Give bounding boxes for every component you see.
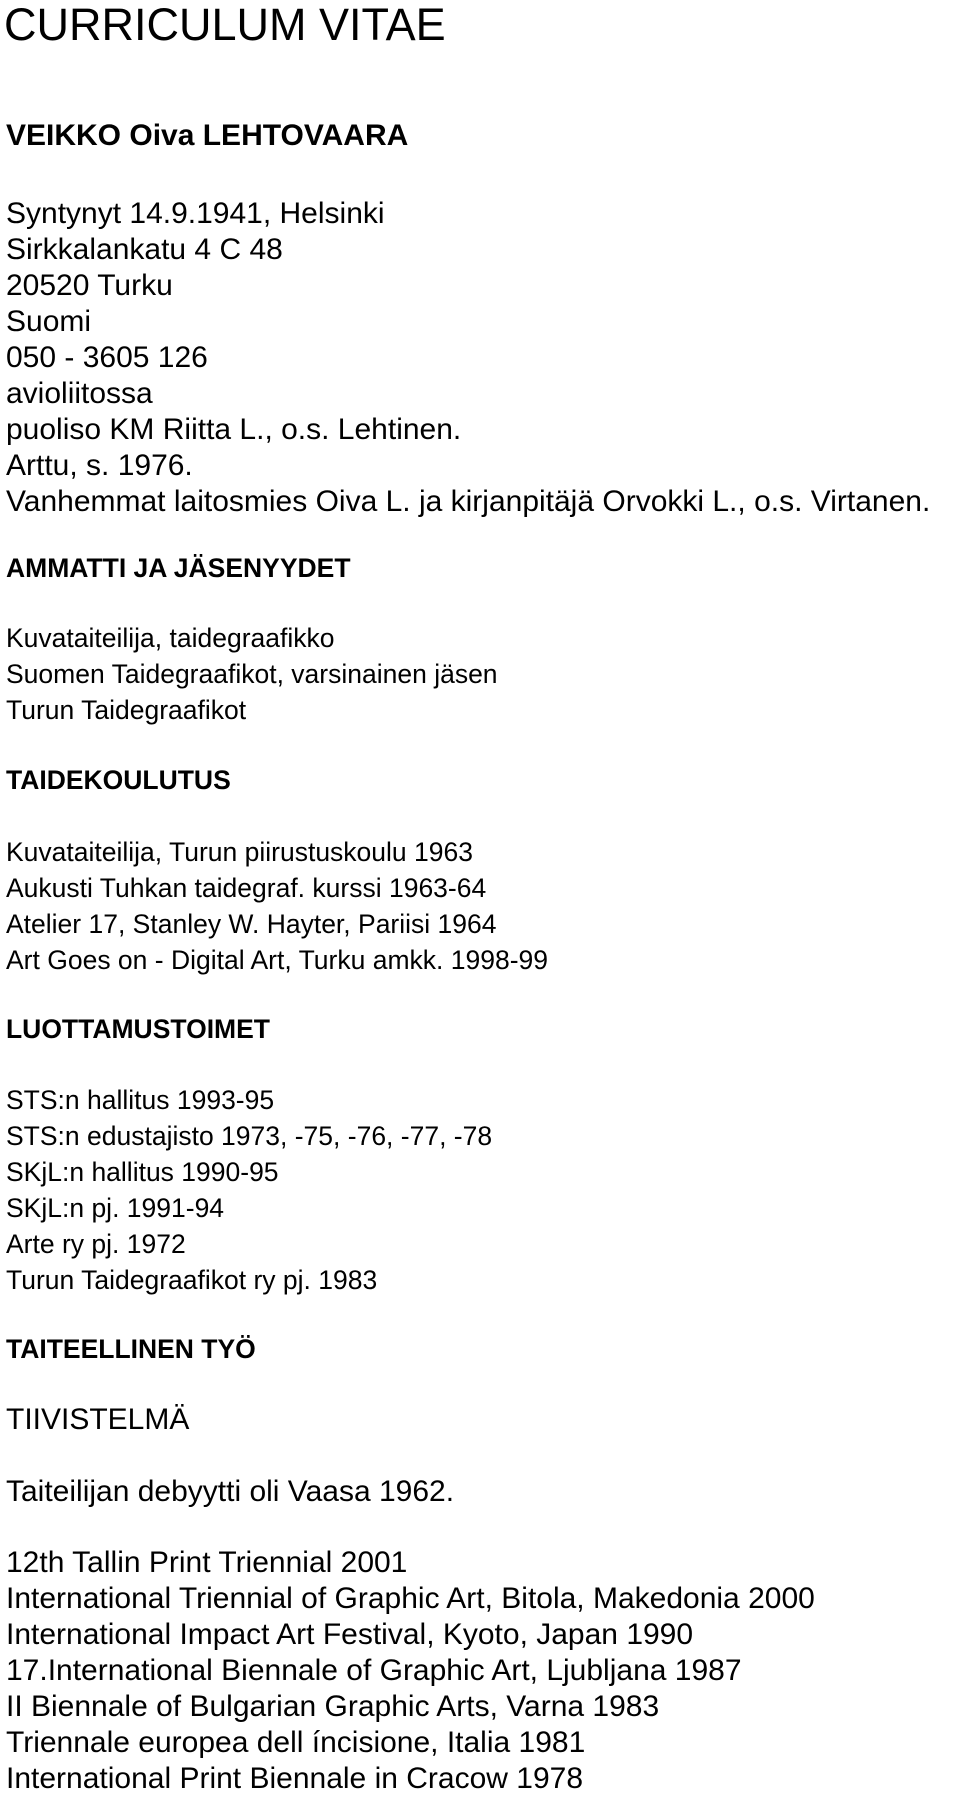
list-item: Kuvataiteilija, taidegraafikko (6, 623, 335, 653)
street-address: Sirkkalankatu 4 C 48 (6, 233, 283, 266)
list-item: International Impact Art Festival, Kyoto, Japan 1990 (6, 1618, 694, 1651)
list-item: 12th Tallin Print Triennial 2001 (6, 1546, 408, 1579)
list-item: Aukusti Tuhkan taidegraf. kurssi 1963-64 (6, 873, 487, 903)
profession-list (6, 620, 498, 728)
list-item: Suomen Taidegraafikot, varsinainen jäsen (6, 659, 498, 689)
debut-statement: Taiteilijan debyytti oli Vaasa 1962. (6, 1475, 455, 1508)
section-heading-education: TAIDEKOULUTUS (6, 765, 231, 795)
list-item: II Biennale of Bulgarian Graphic Arts, Varna 1983 (6, 1690, 660, 1723)
list-item: 17.International Biennale of Graphic Art, Ljubljana 1987 (6, 1654, 742, 1687)
exhibitions-list (6, 1545, 815, 1797)
list-item: Arte ry pj. 1972 (6, 1229, 186, 1259)
list-item: Turun Taidegraafikot ry pj. 1983 (6, 1265, 378, 1295)
section-heading-work: TAITEELLINEN TYÖ (6, 1334, 256, 1364)
parents-info: Vanhemmat laitosmies Oiva L. ja kirjanpitäjä Orvokki L., o.s. Virtanen. (6, 485, 931, 518)
list-item: International Triennial of Graphic Art, Bitola, Makedonia 2000 (6, 1582, 815, 1615)
list-item: International Print Biennale in Cracow 1978 (6, 1762, 584, 1795)
section-heading-profession: AMMATTI JA JÄSENYYDET (6, 553, 351, 583)
list-item: Art Goes on - Digital Art, Turku amkk. 1998-99 (6, 945, 549, 975)
list-item: Kuvataiteilija, Turun piirustuskoulu 1963 (6, 837, 473, 867)
list-item: SKjL:n hallitus 1990-95 (6, 1157, 279, 1187)
birth-info: Syntynyt 14.9.1941, Helsinki (6, 197, 385, 230)
section-subheading-summary: TIIVISTELMÄ (6, 1403, 190, 1436)
list-item: SKjL:n pj. 1991-94 (6, 1193, 225, 1223)
section-heading-positions: LUOTTAMUSTOIMET (6, 1014, 270, 1044)
phone-number: 050 - 3605 126 (6, 341, 208, 374)
spouse-info: puoliso KM Riitta L., o.s. Lehtinen. (6, 413, 462, 446)
child-info: Arttu, s. 1976. (6, 449, 193, 482)
list-item: STS:n hallitus 1993-95 (6, 1085, 275, 1115)
person-name: VEIKKO Oiva LEHTOVAARA (6, 119, 409, 152)
positions-list (6, 1082, 492, 1298)
list-item: Triennale europea dell íncisione, Italia 1981 (6, 1726, 586, 1759)
list-item: Atelier 17, Stanley W. Hayter, Pariisi 1964 (6, 909, 497, 939)
personal-info-list (6, 196, 930, 520)
marital-status: avioliitossa (6, 377, 153, 410)
list-item: STS:n edustajisto 1973, -75, -76, -77, -78 (6, 1121, 493, 1151)
postal-city: 20520 Turku (6, 269, 173, 302)
page-title: CURRICULUM VITAE (4, 0, 446, 50)
country: Suomi (6, 305, 92, 338)
education-list (6, 834, 548, 978)
list-item: Turun Taidegraafikot (6, 695, 247, 725)
